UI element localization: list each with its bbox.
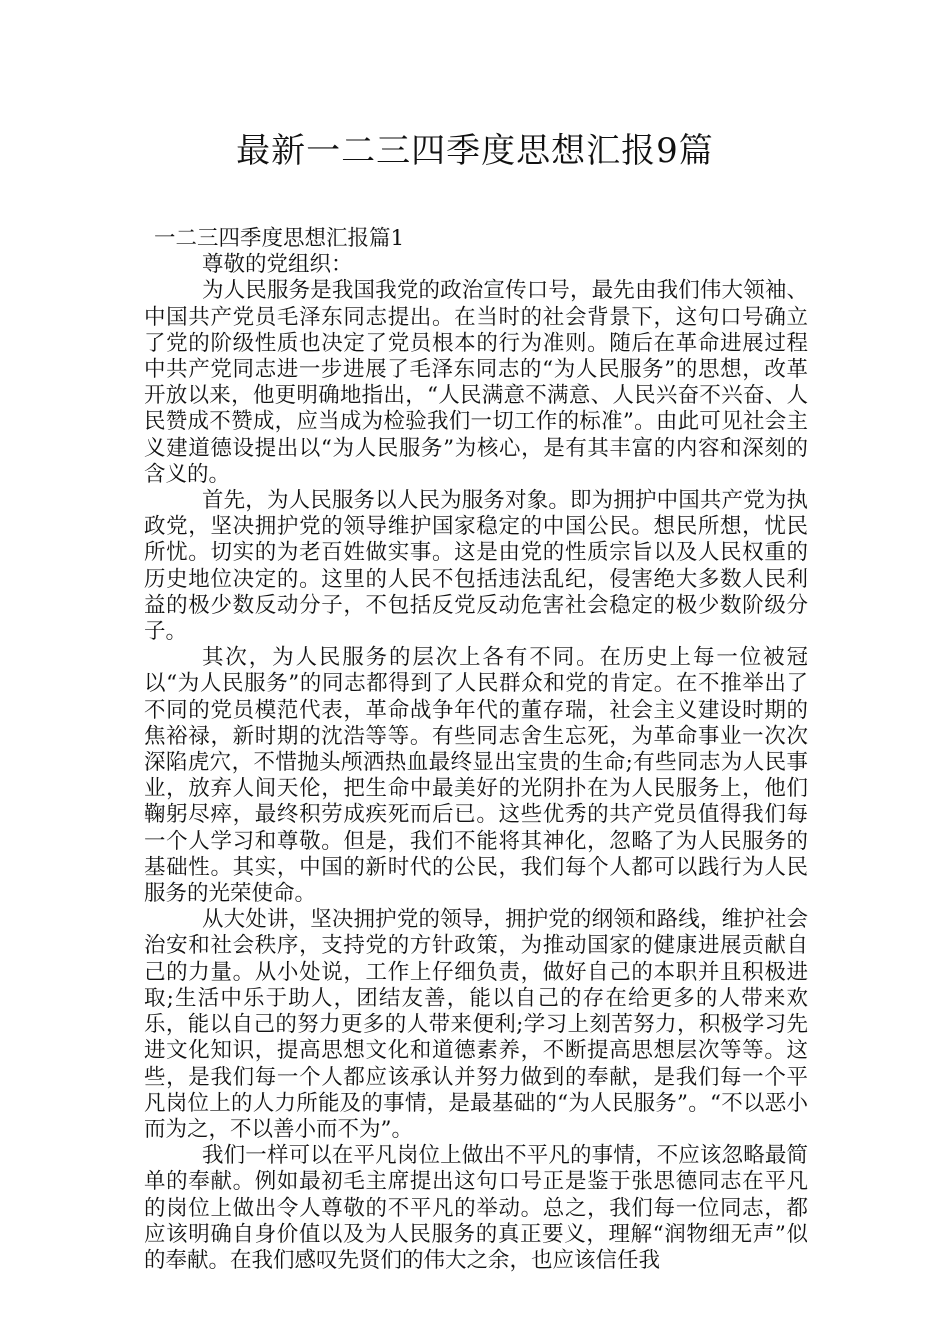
document-title: 最新一二三四季度思想汇报9篇	[236, 131, 714, 171]
paragraph-3: 其次，为人民服务的层次上各有不同。在历史上每一位被冠以“为人民服务”的同志都得到了人民群众和党的肯定。在不推举出了不同的党员模范代表，革命战争年代的董存瑞，社会主义建设时期的焦裕禄，新时期的沈浩等等。有些同志舍生忘死，为革命事业一次次深陷虎穴，不惜抛头颅洒热血最终显出宝贵的生命;有些同志为人民事业，放弃人间天伦，把生命中最美好的光阴扑在为人民服务上，他们鞠躬尽瘁，最终积劳成疾死而后已。这些优秀的共产党员值得我们每一个人学习和尊敬。但是，我们不能将其神化，忽略了为人民服务的基础性。其实，中国的新时代的公民，我们每个人都可以践行为人民服务的光荣使命。	[144, 645, 808, 907]
document-body	[144, 226, 808, 1274]
paragraph-4: 从大处讲，坚决拥护党的领导，拥护党的纲领和路线，维护社会治安和社会秩序，支持党的方针政策，为推动国家的健康进展贡献自己的力量。从小处说，工作上仔细负责，做好自己的本职并且积极进取;生活中乐于助人，团结友善，能以自己的存在给更多的人带来欢乐，能以自己的努力更多的人带来便利;学习上刻苦努力，积极学习先进文化知识，提高思想文化和道德素养，不断提高思想层次等等。这些，是我们每一个人都应该承认并努力做到的奉献，是我们每一个平凡岗位上的人力所能及的事情，是最基础的“为人民服务”。“不以恶小而为之，不以善小而不为”。	[144, 907, 808, 1142]
salutation: 尊敬的党组织：	[202, 252, 353, 278]
paragraph-1: 为人民服务是我国我党的政治宣传口号，最先由我们伟大领袖、中国共产党员毛泽东同志提出。在当时的社会背景下，这句口号确立了党的阶级性质也决定了党员根本的行为准则。随后在革命进展过程中共产党同志进一步进展了毛泽东同志的“为人民服务”的思想，改革开放以来，他更明确地指出，“人民满意不满意、人民兴奋不兴奋、人民赞成不赞成，应当成为检验我们一切工作的标准”。由此可见社会主义建道德设提出以“为人民服务”为核心，是有其丰富的内容和深刻的含义的。	[144, 278, 808, 487]
paragraph-2: 首先，为人民服务以人民为服务对象。即为拥护中国共产党为执政党，坚决拥护党的领导维护国家稳定的中国公民。想民所想，忧民所忧。切实的为老百姓做实事。这是由党的性质宗旨以及人民权重的历史地位决定的。这里的人民不包括违法乱纪，侵害绝大多数人民利益的极少数反动分子，不包括反党反动危害社会稳定的极少数阶级分子。	[144, 488, 808, 645]
paragraph-5: 我们一样可以在平凡岗位上做出不平凡的事情，不应该忽略最简单的奉献。例如最初毛主席提出这句口号正是鉴于张思德同志在平凡的岗位上做出令人尊敬的不平凡的举动。总之，我们每一位同志，都应该明确自身价值以及为人民服务的真正要义，理解“润物细无声”似的奉献。在我们感叹先贤们的伟大之余，也应该信任我	[144, 1143, 808, 1273]
section-heading: 一二三四季度思想汇报篇1	[154, 226, 405, 251]
